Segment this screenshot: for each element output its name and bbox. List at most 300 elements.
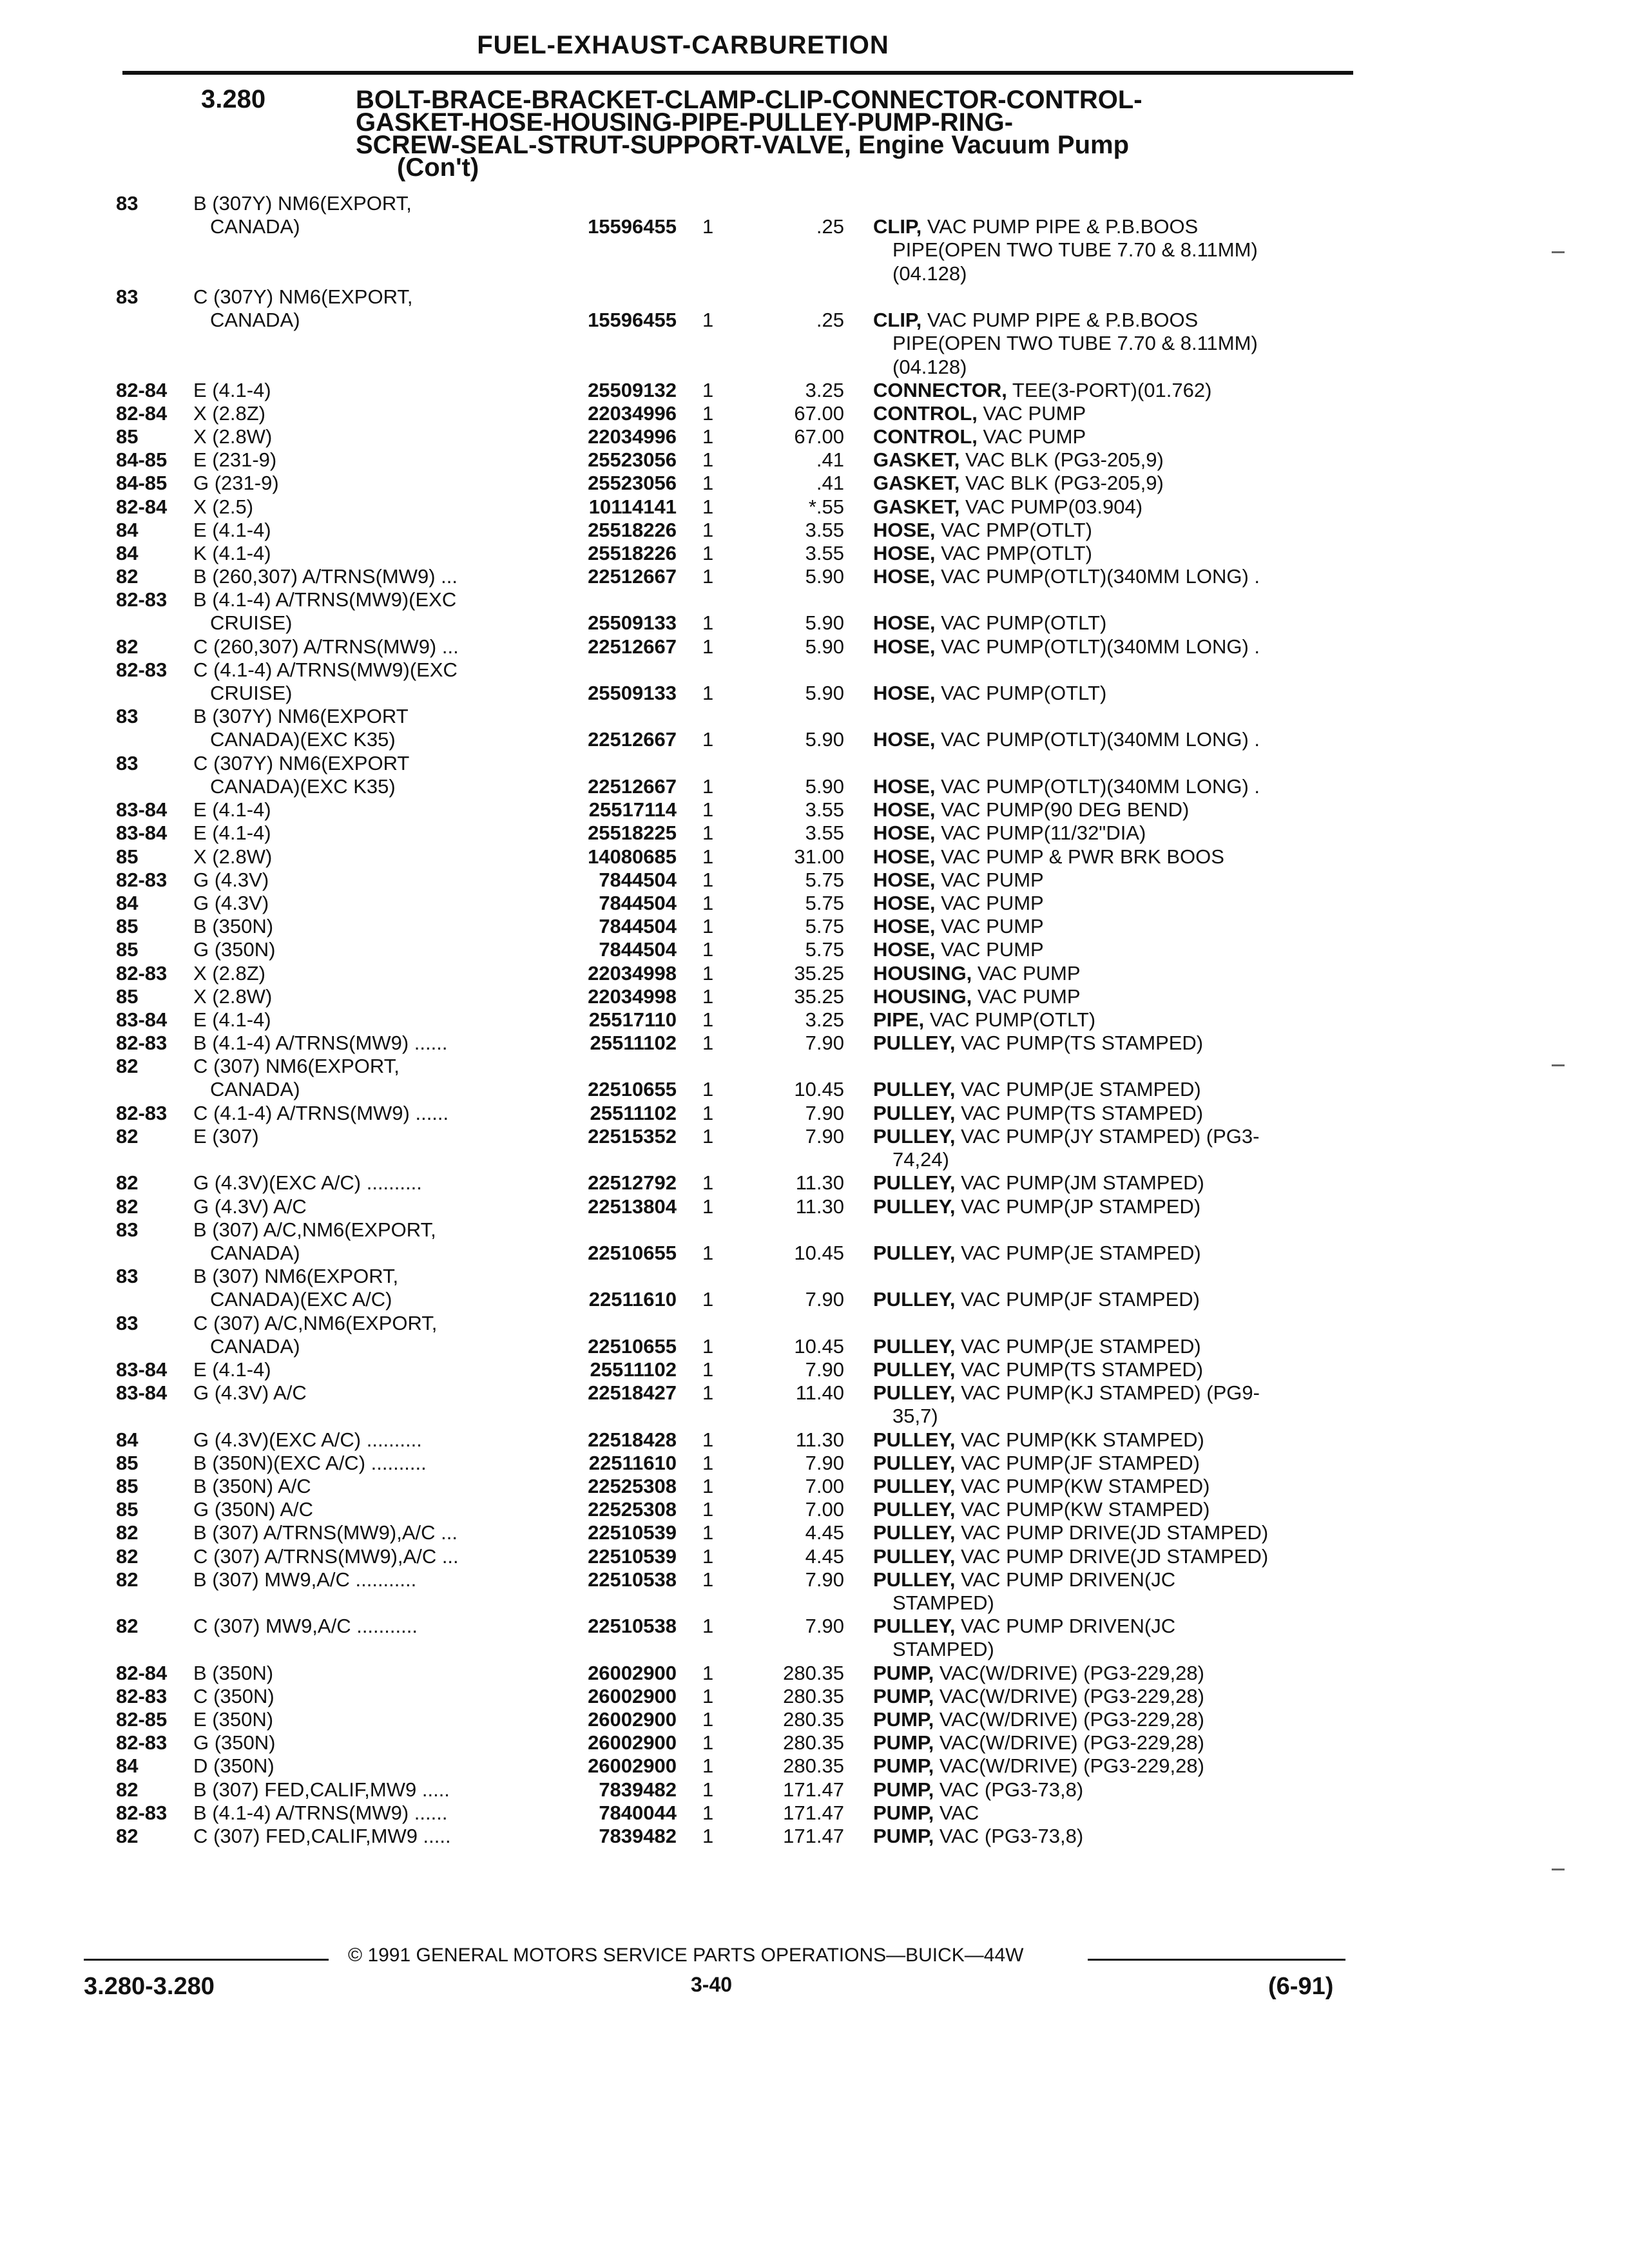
part-description (873, 1521, 1268, 1544)
application-code: G (350N) (193, 938, 276, 961)
model-year: 83-84 (116, 1358, 168, 1381)
model-year: 82-84 (116, 402, 168, 425)
quantity: 1 (702, 798, 714, 821)
price: 171.47 (783, 1825, 844, 1847)
part-detail: VAC PUMP(JE STAMPED) (961, 1078, 1201, 1101)
footer-rule (84, 1959, 329, 1961)
model-year: 85 (116, 1452, 139, 1474)
price: 5.75 (805, 869, 844, 891)
model-year: 82 (116, 1521, 139, 1544)
part-detail: VAC(W/DRIVE) (PG3-229,28) (939, 1708, 1204, 1731)
part-detail: VAC BLK (PG3-205,9) (965, 448, 1164, 471)
part-detail: VAC PUMP(JF STAMPED) (961, 1452, 1200, 1474)
model-year: 82 (116, 1055, 139, 1077)
part-detail: VAC PUMP(OTLT)(340MM LONG) . (941, 565, 1260, 588)
application-code: G (4.3V)(EXC A/C) .......... (193, 1428, 422, 1451)
quantity: 1 (702, 635, 714, 658)
part-number: 15596455 (588, 309, 677, 332)
part-name: HOSE, (873, 869, 936, 891)
part-description (873, 1498, 1210, 1521)
part-name: HOSE, (873, 938, 936, 961)
part-name: PULLEY, (873, 1032, 956, 1054)
price: 280.35 (783, 1662, 844, 1684)
quantity: 1 (702, 1125, 714, 1148)
part-number: 26002900 (588, 1731, 677, 1754)
part-number: 22510655 (588, 1078, 677, 1101)
part-description (873, 1288, 1200, 1311)
part-name: PULLEY, (873, 1335, 956, 1358)
part-description (873, 472, 1164, 495)
part-name: PULLEY, (873, 1452, 956, 1474)
part-number: 22034998 (588, 985, 677, 1008)
part-name: HOSE, (873, 822, 936, 844)
part-detail: VAC PUMP DRIVE(JD STAMPED) (961, 1521, 1269, 1544)
part-detail: VAC PUMP(90 DEG BEND) (941, 798, 1190, 821)
quantity: 1 (702, 519, 714, 541)
part-name: PULLEY, (873, 1428, 956, 1451)
part-description (873, 1475, 1210, 1498)
part-name: PULLEY, (873, 1381, 956, 1404)
part-detail: VAC PUMP(11/32"DIA) (941, 822, 1146, 844)
part-detail: VAC PUMP & PWR BRK BOOS (941, 845, 1224, 868)
model-year: 82 (116, 1825, 139, 1847)
part-description (873, 1428, 1204, 1452)
price: 171.47 (783, 1778, 844, 1801)
section-title-line: SCREW-SEAL-STRUT-SUPPORT-VALVE, Engine Vacuum Pump (356, 131, 1130, 159)
application-code: B (307) FED,CALIF,MW9 ..... (193, 1778, 450, 1801)
part-detail-cont: STAMPED) (892, 1638, 994, 1661)
part-name: HOSE, (873, 611, 936, 635)
model-year: 82-84 (116, 495, 168, 518)
part-number: 22512667 (588, 565, 677, 588)
part-number: 25518225 (588, 822, 677, 844)
part-description (873, 519, 1092, 542)
part-number: 22512667 (588, 728, 677, 751)
price: 3.25 (805, 1008, 844, 1031)
model-year: 82-83 (116, 869, 168, 891)
part-number: 22510539 (588, 1521, 677, 1544)
part-description (873, 985, 1081, 1008)
application-code: B (350N) (193, 1662, 274, 1684)
application-code: X (2.8W) (193, 845, 273, 868)
part-number: 22525308 (588, 1475, 677, 1497)
quantity: 1 (702, 1381, 714, 1404)
quantity: 1 (702, 1195, 714, 1218)
price: 7.90 (805, 1032, 844, 1054)
part-detail: VAC PUMP(OTLT)(340MM LONG) . (941, 728, 1260, 751)
part-detail: VAC PUMP(03.904) (965, 495, 1143, 518)
price: 5.90 (805, 611, 844, 635)
part-name: HOSE, (873, 519, 936, 541)
application-code-cont: CANADA) (210, 1078, 300, 1100)
part-name: PUMP, (873, 1731, 934, 1754)
part-description (873, 1171, 1204, 1195)
model-year: 82-83 (116, 588, 168, 611)
price: 3.55 (805, 822, 844, 844)
application-code-cont: CANADA) (210, 215, 300, 238)
model-year: 84 (116, 892, 139, 914)
price: 11.30 (795, 1428, 844, 1451)
quantity: 1 (702, 1778, 714, 1801)
quantity: 1 (702, 915, 714, 937)
part-detail: VAC(W/DRIVE) (PG3-229,28) (939, 1754, 1204, 1777)
part-name: PUMP, (873, 1778, 934, 1801)
part-number: 22512792 (588, 1171, 677, 1194)
application-code: B (307) A/C,NM6(EXPORT, (193, 1218, 436, 1241)
part-detail: VAC PUMP(JE STAMPED) (961, 1335, 1201, 1358)
part-description (873, 892, 1044, 915)
application-code-cont: CRUISE) (210, 611, 293, 634)
part-description (873, 611, 1106, 635)
part-description (873, 962, 1081, 985)
part-description (873, 938, 1044, 961)
part-description (873, 309, 1198, 332)
part-description (873, 1662, 1204, 1685)
part-detail: VAC PUMP(JP STAMPED) (961, 1195, 1201, 1218)
part-name: PIPE, (873, 1008, 925, 1031)
part-description (873, 682, 1106, 705)
part-detail: VAC PUMP (941, 938, 1044, 961)
model-year: 82-83 (116, 1802, 168, 1824)
price: 11.30 (795, 1171, 844, 1194)
part-detail: VAC PUMP(TS STAMPED) (961, 1102, 1204, 1124)
price: .41 (816, 448, 844, 471)
part-detail: VAC BLK (PG3-205,9) (965, 472, 1164, 494)
model-year: 82 (116, 1171, 139, 1194)
price: .25 (816, 309, 844, 332)
application-code: X (2.8Z) (193, 402, 265, 425)
part-detail: VAC PUMP(OTLT) (929, 1008, 1096, 1031)
footer-date: (6-91) (1268, 1973, 1334, 2000)
part-number: 22518427 (588, 1381, 677, 1404)
application-code: X (2.5) (193, 495, 254, 518)
part-description (873, 1242, 1201, 1265)
part-number: 26002900 (588, 1754, 677, 1777)
price: 3.55 (805, 542, 844, 564)
footer-copyright: © 1991 GENERAL MOTORS SERVICE PARTS OPERATIONS—BUICK—44W (348, 1945, 1024, 1966)
application-code: G (4.3V) (193, 892, 269, 914)
application-code: C (307) A/C,NM6(EXPORT, (193, 1312, 438, 1334)
part-name: PULLEY, (873, 1078, 956, 1101)
application-code: C (307Y) NM6(EXPORT (193, 752, 410, 774)
part-number: 25518226 (588, 519, 677, 541)
part-description (873, 402, 1086, 425)
price: 35.25 (794, 962, 844, 985)
part-name: CLIP, (873, 309, 922, 332)
quantity: 1 (702, 1825, 714, 1847)
part-name: PULLEY, (873, 1475, 956, 1497)
price: 7.90 (805, 1358, 844, 1381)
part-detail: VAC PMP(OTLT) (941, 542, 1092, 564)
application-code: C (307Y) NM6(EXPORT, (193, 285, 413, 308)
section-number: 3.280 (201, 85, 266, 113)
part-description (873, 775, 1260, 798)
part-number: 22034996 (588, 425, 677, 448)
part-name: HOSE, (873, 915, 936, 937)
quantity: 1 (702, 869, 714, 891)
model-year: 82-84 (116, 1662, 168, 1684)
quantity: 1 (702, 425, 714, 448)
part-detail: VAC(W/DRIVE) (PG3-229,28) (939, 1685, 1204, 1707)
model-year: 82-83 (116, 1685, 168, 1707)
application-code: G (350N) A/C (193, 1498, 314, 1521)
quantity: 1 (702, 448, 714, 471)
part-detail: VAC PUMP (983, 425, 1086, 448)
model-year: 82-85 (116, 1708, 168, 1731)
application-code: B (307Y) NM6(EXPORT, (193, 192, 412, 215)
part-name: CLIP, (873, 215, 922, 238)
application-code: G (4.3V) (193, 869, 269, 891)
part-name: PUMP, (873, 1825, 934, 1847)
part-name: HOSE, (873, 635, 936, 658)
application-code-cont: CANADA) (210, 1242, 300, 1264)
part-description (873, 728, 1260, 751)
quantity: 1 (702, 1708, 714, 1731)
model-year: 83 (116, 192, 139, 215)
part-name: PULLEY, (873, 1195, 956, 1218)
part-number: 7844504 (599, 915, 677, 937)
part-name: HOUSING, (873, 962, 972, 985)
part-number: 22034996 (588, 402, 677, 425)
part-name: HOSE, (873, 682, 936, 705)
quantity: 1 (702, 379, 714, 401)
part-name: GASKET, (873, 448, 960, 471)
part-description (873, 798, 1189, 822)
part-description (873, 448, 1164, 472)
part-description (873, 1008, 1095, 1032)
part-number: 22511610 (588, 1288, 677, 1311)
model-year: 82 (116, 1125, 139, 1148)
price: 5.75 (805, 938, 844, 961)
price: 280.35 (783, 1754, 844, 1777)
part-detail-cont: (04.128) (892, 262, 967, 285)
application-code: E (350N) (193, 1708, 274, 1731)
quantity: 1 (702, 1358, 714, 1381)
price: 7.90 (805, 1452, 844, 1474)
application-code: E (4.1-4) (193, 379, 271, 401)
part-description (873, 542, 1092, 565)
part-number: 14080685 (588, 845, 677, 868)
application-code: C (4.1-4) A/TRNS(MW9)(EXC (193, 658, 458, 681)
part-detail: VAC PUMP PIPE & P.B.BOOS (927, 215, 1199, 238)
footer-page-number: 3-40 (691, 1973, 733, 1996)
model-year: 85 (116, 1475, 139, 1497)
part-number: 22518428 (588, 1428, 677, 1451)
application-code-cont: CANADA)(EXC K35) (210, 728, 396, 751)
quantity: 1 (702, 472, 714, 494)
price: 171.47 (783, 1802, 844, 1824)
part-name: PULLEY, (873, 1242, 956, 1265)
part-number: 22510655 (588, 1335, 677, 1358)
application-code: E (4.1-4) (193, 822, 271, 844)
application-code: C (350N) (193, 1685, 275, 1707)
model-year: 82-83 (116, 658, 168, 681)
part-detail: VAC PUMP (941, 915, 1044, 937)
quantity: 1 (702, 1475, 714, 1497)
application-code: B (307) NM6(EXPORT, (193, 1265, 399, 1287)
part-description (873, 379, 1211, 402)
part-number: 22510539 (588, 1545, 677, 1568)
model-year: 84-85 (116, 472, 168, 494)
price: 4.45 (805, 1521, 844, 1544)
part-number: 25523056 (588, 448, 677, 471)
part-description (873, 495, 1142, 519)
application-code: X (2.8Z) (193, 962, 265, 985)
part-detail-cont: 74,24) (892, 1148, 949, 1171)
model-year: 85 (116, 938, 139, 961)
part-detail: VAC PUMP DRIVE(JD STAMPED) (961, 1545, 1269, 1568)
quantity: 1 (702, 1288, 714, 1311)
price: 7.90 (805, 1288, 844, 1311)
quantity: 1 (702, 542, 714, 564)
model-year: 85 (116, 425, 139, 448)
part-description (873, 1568, 1175, 1591)
application-code: G (4.3V) A/C (193, 1381, 307, 1404)
part-detail: VAC PUMP(KJ STAMPED) (PG9- (961, 1381, 1260, 1404)
part-number: 7844504 (599, 892, 677, 914)
model-year: 85 (116, 845, 139, 868)
price: 4.45 (805, 1545, 844, 1568)
application-code: K (4.1-4) (193, 542, 271, 564)
part-number: 7844504 (599, 938, 677, 961)
part-detail: VAC PUMP PIPE & P.B.BOOS (927, 309, 1199, 332)
part-number: 26002900 (588, 1685, 677, 1707)
part-name: PUMP, (873, 1708, 934, 1731)
application-code: E (307) (193, 1125, 259, 1148)
part-description (873, 1545, 1268, 1568)
part-detail: VAC PUMP(TS STAMPED) (961, 1032, 1204, 1054)
model-year: 82 (116, 1568, 139, 1591)
part-name: PULLEY, (873, 1171, 956, 1194)
quantity: 1 (702, 1102, 714, 1124)
application-code: B (4.1-4) A/TRNS(MW9) ...... (193, 1802, 448, 1824)
part-detail: VAC PUMP(KK STAMPED) (961, 1428, 1204, 1451)
model-year: 83 (116, 1218, 139, 1241)
part-number: 22512667 (588, 635, 677, 658)
price: 7.00 (805, 1475, 844, 1497)
application-code: B (350N) (193, 915, 274, 937)
part-detail: VAC PMP(OTLT) (941, 519, 1092, 541)
application-code: C (307) MW9,A/C ........... (193, 1615, 418, 1637)
model-year: 84 (116, 542, 139, 564)
model-year: 82 (116, 635, 139, 658)
part-name: GASKET, (873, 472, 960, 494)
application-code-cont: CANADA)(EXC K35) (210, 775, 396, 798)
quantity: 1 (702, 1662, 714, 1684)
part-name: PULLEY, (873, 1288, 956, 1311)
part-name: HOUSING, (873, 985, 972, 1008)
quantity: 1 (702, 728, 714, 751)
part-description (873, 1381, 1260, 1405)
part-detail: VAC(W/DRIVE) (PG3-229,28) (939, 1731, 1204, 1754)
quantity: 1 (702, 1685, 714, 1707)
part-number: 25511102 (590, 1032, 677, 1054)
section-title-line: GASKET-HOSE-HOUSING-PIPE-PULLEY-PUMP-RING- (356, 108, 1014, 137)
quantity: 1 (702, 1008, 714, 1031)
application-code: E (231-9) (193, 448, 277, 471)
application-code: B (307) A/TRNS(MW9),A/C ... (193, 1521, 458, 1544)
price: 7.90 (805, 1102, 844, 1124)
quantity: 1 (702, 309, 714, 332)
part-name: HOSE, (873, 798, 936, 821)
application-code: C (260,307) A/TRNS(MW9) ... (193, 635, 459, 658)
part-number: 22510655 (588, 1242, 677, 1265)
model-year: 84 (116, 1754, 139, 1777)
part-description (873, 1358, 1203, 1381)
price: *.55 (808, 495, 844, 518)
part-detail: VAC PUMP(JE STAMPED) (961, 1242, 1201, 1265)
part-detail-cont: PIPE(OPEN TWO TUBE 7.70 & 8.11MM) (892, 332, 1258, 355)
part-number: 25517110 (588, 1008, 677, 1031)
part-description (873, 425, 1086, 448)
quantity: 1 (702, 1545, 714, 1568)
part-detail-cont: PIPE(OPEN TWO TUBE 7.70 & 8.11MM) (892, 238, 1258, 262)
part-name: GASKET, (873, 495, 960, 518)
part-description (873, 1125, 1259, 1148)
page-title: FUEL-EXHAUST-CARBURETION (477, 31, 889, 59)
part-number: 22034998 (588, 962, 677, 985)
part-number: 22511610 (588, 1452, 677, 1474)
part-number: 25509133 (588, 611, 677, 635)
model-year: 82-83 (116, 1032, 168, 1054)
quantity: 1 (702, 1731, 714, 1754)
quantity: 1 (702, 1802, 714, 1824)
price: 3.55 (805, 519, 844, 541)
application-code: E (4.1-4) (193, 798, 271, 821)
part-detail: VAC PUMP (977, 962, 1081, 985)
part-description (873, 1731, 1204, 1754)
part-detail: VAC PUMP(OTLT) (941, 611, 1107, 635)
model-year: 83 (116, 1265, 139, 1287)
part-detail: VAC (PG3-73,8) (939, 1778, 1084, 1801)
part-number: 22512667 (588, 775, 677, 798)
price: 7.00 (805, 1498, 844, 1521)
quantity: 1 (702, 892, 714, 914)
part-detail: VAC PUMP(KW STAMPED) (961, 1498, 1210, 1521)
price: 280.35 (783, 1731, 844, 1754)
part-detail: TEE(3-PORT)(01.762) (1012, 379, 1212, 401)
quantity: 1 (702, 565, 714, 588)
part-number: 7839482 (599, 1825, 677, 1847)
price: 10.45 (794, 1335, 844, 1358)
part-detail: VAC PUMP(JM STAMPED) (961, 1171, 1204, 1194)
quantity: 1 (702, 1568, 714, 1591)
model-year: 84 (116, 1428, 139, 1451)
part-detail: VAC PUMP (977, 985, 1081, 1008)
part-description (873, 565, 1260, 588)
model-year: 82-83 (116, 962, 168, 985)
model-year: 82 (116, 565, 139, 588)
part-number: 22515352 (588, 1125, 677, 1148)
price: .41 (816, 472, 844, 494)
quantity: 1 (702, 985, 714, 1008)
model-year: 82-83 (116, 1731, 168, 1754)
part-description (873, 1195, 1200, 1218)
model-year: 82 (116, 1615, 139, 1637)
price: 10.45 (794, 1242, 844, 1265)
application-code: E (4.1-4) (193, 1358, 271, 1381)
part-name: CONNECTOR, (873, 379, 1007, 401)
quantity: 1 (702, 775, 714, 798)
model-year: 82-83 (116, 1102, 168, 1124)
footer-rule (1088, 1959, 1345, 1961)
part-number: 25509132 (588, 379, 677, 401)
part-number: 25511102 (590, 1358, 677, 1381)
model-year: 85 (116, 915, 139, 937)
quantity: 1 (702, 1032, 714, 1054)
part-name: PULLEY, (873, 1615, 956, 1637)
part-name: PULLEY, (873, 1102, 956, 1124)
